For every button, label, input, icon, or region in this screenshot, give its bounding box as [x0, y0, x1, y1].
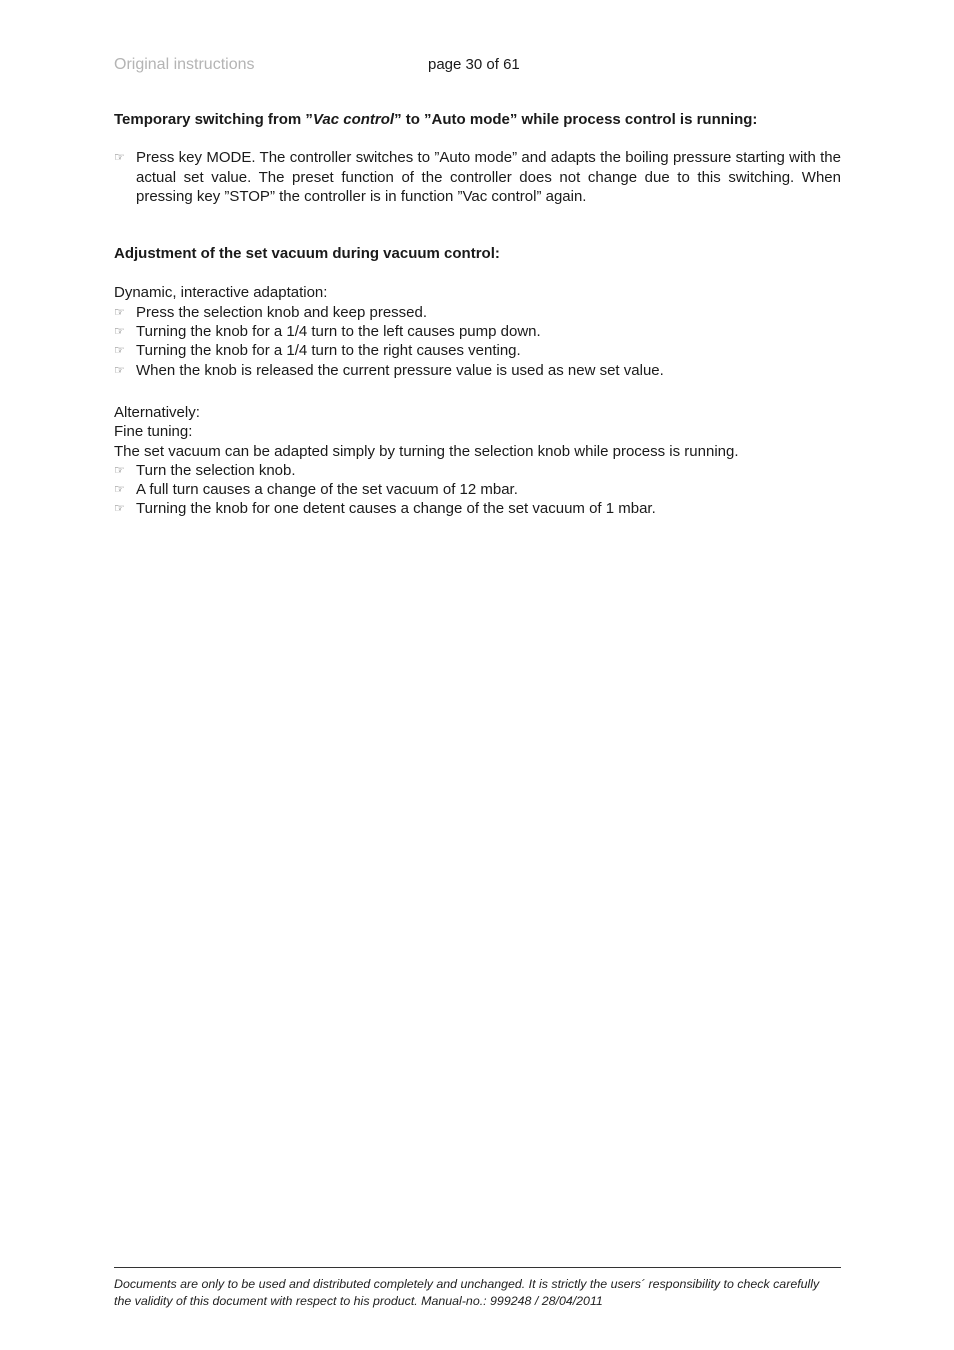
- list-item-text: Turning the knob for a 1/4 turn to the left causes pump down.: [136, 323, 541, 341]
- footer-disclaimer: [114, 1276, 841, 1309]
- list-item: [114, 499, 841, 518]
- pointing-hand-icon: ☞: [114, 150, 125, 165]
- dynamic-intro: Dynamic, interactive adaptation:: [114, 284, 328, 302]
- heading-prefix: Temporary switching from ”: [114, 111, 313, 128]
- document-body: [114, 110, 841, 519]
- list-item: [114, 148, 841, 206]
- fine-tuning-bullet-list: [114, 461, 841, 519]
- pointing-hand-icon: ☞: [114, 482, 125, 497]
- list-item: [114, 341, 841, 360]
- footer-divider: [114, 1267, 841, 1268]
- pointing-hand-icon: ☞: [114, 343, 125, 358]
- fine-tuning-text: The set vacuum can be adapted simply by turning the selection knob while process is running.: [114, 442, 739, 460]
- heading-italic: Vac control: [312, 111, 395, 128]
- list-item: [114, 480, 841, 499]
- heading-suffix: ” to ”Auto mode” while process control is running:: [394, 111, 758, 128]
- list-item-text: A full turn causes a change of the set vacuum of 12 mbar.: [136, 481, 518, 499]
- page-number: page 30 of 61: [428, 56, 520, 73]
- list-item-text: Turning the knob for a 1/4 turn to the right causes venting.: [136, 342, 521, 360]
- switching-bullet-list: [114, 148, 841, 206]
- pointing-hand-icon: ☞: [114, 324, 125, 339]
- list-item: [114, 303, 841, 322]
- list-item-text: When the knob is released the current pressure value is used as new set value.: [136, 361, 664, 379]
- footer-line: the validity of this document with respect to his product. Manual-no.: 999248 / 28/04/2011: [114, 1293, 603, 1308]
- pointing-hand-icon: ☞: [114, 501, 125, 516]
- section-heading-temporary-switching: [114, 110, 841, 129]
- section-heading-adjustment: Adjustment of the set vacuum during vacuum control:: [114, 245, 500, 263]
- dynamic-bullet-list: [114, 303, 841, 380]
- alternatively-label: Alternatively:: [114, 403, 200, 421]
- list-item-text: Turn the selection knob.: [136, 461, 296, 479]
- pointing-hand-icon: ☞: [114, 362, 125, 377]
- list-item-text: Press the selection knob and keep pressed.: [136, 303, 428, 321]
- pointing-hand-icon: ☞: [114, 462, 125, 477]
- list-item: [114, 461, 841, 480]
- list-item-text: Press key MODE. The controller switches to ”Auto mode” and adapts the boiling pressure starting with the actual set value. The preset function of the controller does not change due to this switching. When pressing key ”STOP” the controller is in function ”Vac control” again.: [136, 149, 841, 205]
- pointing-hand-icon: ☞: [114, 304, 125, 319]
- list-item: [114, 322, 841, 341]
- fine-tuning-label: Fine tuning:: [114, 423, 193, 441]
- list-item: [114, 361, 841, 380]
- footer-line: Documents are only to be used and distributed completely and unchanged. It is strictly the users´ responsibility to check carefully: [114, 1277, 820, 1291]
- header-label: Original instructions: [114, 56, 255, 73]
- list-item-text: Turning the knob for one detent causes a change of the set vacuum of 1 mbar.: [136, 500, 656, 518]
